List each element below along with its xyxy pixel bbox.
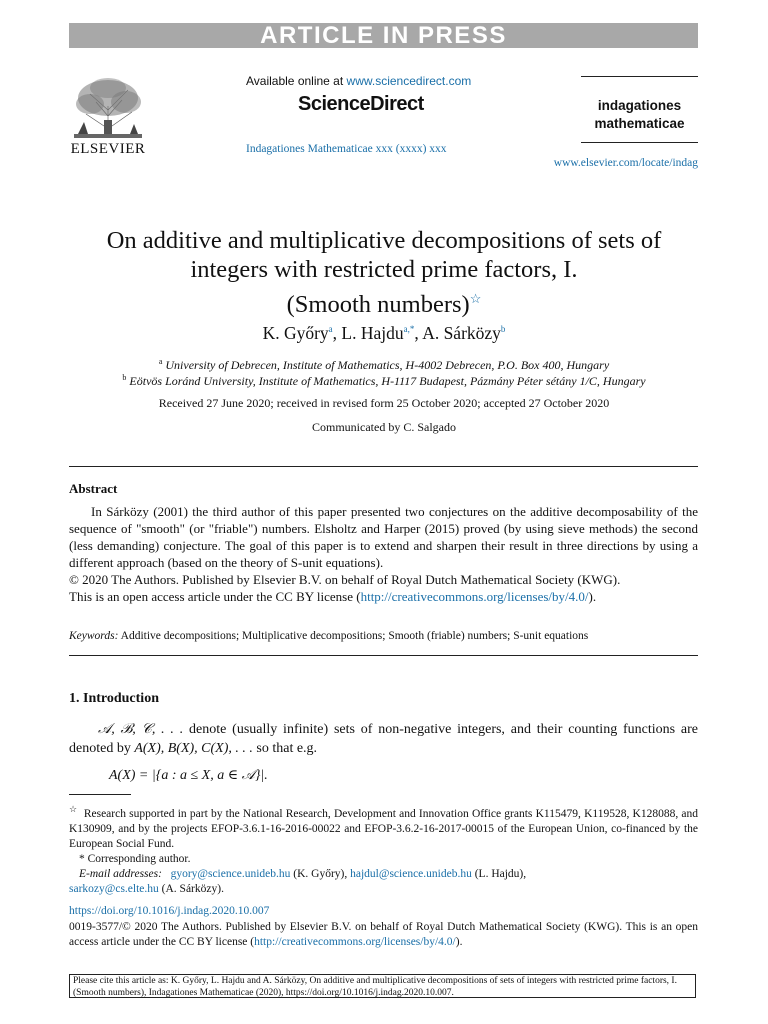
sets-symbols: 𝒜, ℬ, 𝒞, . . . — [98, 722, 184, 737]
author-separator: , — [332, 323, 342, 343]
journal-reference[interactable]: Indagationes Mathematicae xxx (xxxx) xxx — [246, 143, 447, 155]
sciencedirect-wordmark: ScienceDirect — [298, 93, 424, 115]
title-line-2: integers with restricted prime factors, I. — [190, 256, 578, 283]
journal-name-line1: indagationes — [597, 98, 682, 113]
author-affiliation-mark[interactable]: a,* — [403, 324, 415, 335]
counting-functions: A(X), B(X), C(X), . . . — [134, 741, 253, 756]
affiliation-a — [0, 357, 768, 373]
abstract-bottom-rule — [69, 655, 698, 656]
affiliation-text: University of Debrecen, Institute of Mathematics, H-4002 Debrecen, P.O. Box 400, Hungary — [165, 358, 610, 372]
section-heading-introduction: 1. Introduction — [69, 691, 159, 706]
funding-footnote — [69, 802, 698, 852]
license-suffix: ). — [588, 589, 597, 604]
email-owner: (A. Sárközy). — [158, 882, 224, 895]
keywords-label: Keywords: — [69, 630, 119, 642]
email-link[interactable]: gyory@science.unideb.hu — [170, 867, 291, 880]
doi-link[interactable]: https://doi.org/10.1016/j.indag.2020.10.007 — [69, 905, 270, 917]
journal-box-bottom-rule — [581, 142, 698, 143]
counting-function-formula: A(X) = |{a : a ≤ X, a ∈ 𝒜}|. — [109, 768, 268, 783]
abstract-body — [69, 503, 698, 605]
author-list — [0, 323, 768, 344]
title-footnote-star-icon[interactable]: ☆ — [469, 291, 482, 306]
footnote-star-icon: ☆ — [69, 804, 78, 814]
email-link[interactable]: hajdul@science.unideb.hu — [350, 867, 472, 880]
abstract-top-rule — [69, 466, 698, 467]
keywords-list: Additive decompositions; Multiplicative decompositions; Smooth (friable) numbers; S-unit equations — [120, 630, 589, 642]
received-dates: Received 27 June 2020; received in revised form 25 October 2020; accepted 27 October 2020 — [158, 396, 610, 410]
article-title — [40, 226, 728, 319]
journal-box-top-rule — [581, 76, 698, 77]
abstract-copyright: © 2020 The Authors. Published by Elsevier B.V. on behalf of Royal Dutch Mathematical Society (KWG). — [69, 572, 621, 587]
author-affiliation-mark[interactable]: b — [500, 324, 506, 335]
affiliation-text: Eötvös Loránd University, Institute of Mathematics, H-1117 Budapest, Pázmány Péter sétány 1/C, Hungary — [129, 374, 646, 388]
introduction-paragraph — [69, 720, 698, 758]
funding-text: Research supported in part by the National Research, Development and Innovation Office grants K115479, K119528, K128088, and K130909, and by the projects EFOP-3.6.1-16-2016-00022 and EFOP-3.6.2-16-2017-00015 of the European Union, co-financed by the European Social Fund. — [69, 807, 699, 850]
footnote-rule — [69, 794, 131, 795]
email-line — [69, 867, 698, 882]
title-line-3: (Smooth numbers) — [286, 291, 470, 319]
footnotes — [69, 802, 698, 897]
article-in-press-banner: ARTICLE IN PRESS — [69, 23, 698, 48]
email-link[interactable]: sarkozy@cs.elte.hu — [69, 882, 159, 895]
citation-box: Please cite this article as: K. Győry, L. Hajdu and A. Sárközy, On additive and multiplicative decompositions of sets of integers with restricted prime factors, I. (Smooth numbers), Indagationes Mathematicae (2020), https://doi.org/10.1016/j.indag.2020.10.007. — [69, 974, 696, 998]
corresponding-author-note: * Corresponding author. — [79, 852, 191, 865]
author-name: A. Sárközy — [422, 323, 501, 343]
journal-name — [581, 97, 698, 133]
email-owner: (K. Győry), — [290, 867, 351, 880]
author-name: K. Győry — [262, 323, 329, 343]
footer-license-link[interactable]: http://creativecommons.org/licenses/by/4.0/ — [254, 936, 456, 948]
email-owner: (L. Hajdu), — [471, 867, 527, 880]
elsevier-tree-logo-icon — [68, 76, 148, 140]
intro-text-2: so that e.g. — [252, 741, 318, 756]
author-separator: , — [414, 323, 423, 343]
available-online-line — [246, 74, 471, 88]
intro-text-1: denote (usually infinite) sets of non-negative integers, and their counting functions are denoted by — [69, 722, 698, 756]
author-name: L. Hajdu — [341, 323, 404, 343]
keywords — [69, 630, 698, 642]
journal-name-line2: mathematicae — [594, 116, 685, 131]
license-link[interactable]: http://creativecommons.org/licenses/by/4.0/ — [360, 589, 589, 604]
available-prefix: Available online at — [246, 74, 347, 88]
license-prefix: This is an open access article under the CC BY license ( — [69, 589, 361, 604]
abstract-heading: Abstract — [69, 481, 118, 496]
affiliation-mark: b — [122, 373, 127, 382]
affiliation-mark: a — [158, 357, 163, 366]
email-label: E-mail addresses: — [79, 867, 162, 880]
copyright-footer — [69, 920, 698, 950]
abstract-license-line — [69, 588, 698, 605]
abstract-paragraph: In Sárközy (2001) the third author of this paper presented two conjectures on the additive decomposability of the sequence of "smooth" (or "friable") numbers. Elsholtz and Harper (2015) proved (by using sieve methods) the second (less demanding) conjecture. The goal of this paper is to extend and sharpen their result in three directions by using a different approach (based on the theory of S-unit equations). — [69, 504, 698, 570]
communicated-by: Communicated by C. Salgado — [312, 420, 456, 434]
journal-url-link[interactable]: www.elsevier.com/locate/indag — [553, 157, 698, 169]
copyright-footer-suffix: ). — [455, 936, 463, 948]
publisher-name: ELSEVIER — [70, 141, 146, 157]
copyright-footer-text: 0019-3577/© 2020 The Authors. Published by Elsevier B.V. on behalf of Royal Dutch Mathematical Society (KWG). This is an open access article under the CC BY license ( — [69, 921, 698, 948]
email-line-2 — [69, 882, 698, 897]
sciencedirect-link[interactable]: www.sciencedirect.com — [346, 74, 472, 88]
title-line-1: On additive and multiplicative decompositions of sets of — [106, 227, 662, 254]
author-affiliation-mark[interactable]: a — [328, 324, 333, 335]
affiliation-b — [0, 373, 768, 389]
